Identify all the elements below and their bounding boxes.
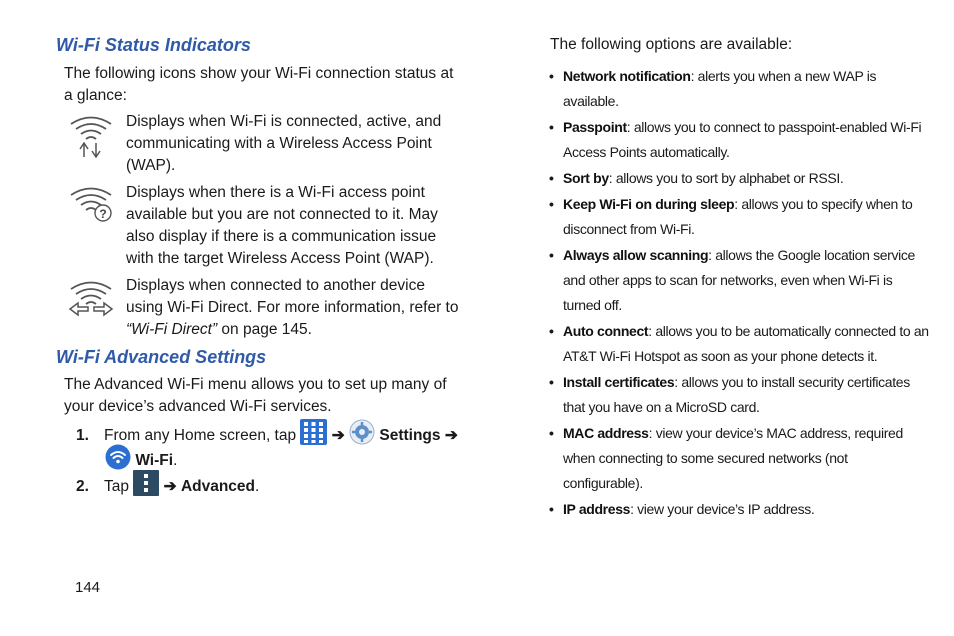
list-item: • MAC address: view your device’s MAC address, required when connecting to some secured networks (not configurable). [549,421,929,496]
apps-icon[interactable] [300,419,327,453]
list-item: • Auto connect: allows you to be automatically connected to an AT&T Wi-Fi Hotspot as soon as your phone detects it. [549,319,929,369]
settings-gear-icon[interactable] [349,419,375,453]
svg-text:?: ? [99,207,107,221]
settings-label: Settings [379,427,441,445]
step-1-continued: Wi-Fi. [105,444,177,478]
arrow-icon: ➔ [331,427,345,445]
advanced-heading: Wi-Fi Advanced Settings [56,347,267,367]
menu-icon[interactable] [133,470,159,504]
wifi-active-icon [66,111,116,161]
list-item: • Passpoint: allows you to connect to passpoint-enabled Wi-Fi Access Points automatically. [549,115,929,165]
indicator-available-text: Displays when there is a Wi-Fi access point available but you are not connected to it. May also display if there is a communication issue with the target Wireless Access Point (WAP). [126,184,438,267]
list-item: • Sort by: allows you to sort by alphabet or RSSI. [549,166,929,191]
list-item: • Keep Wi-Fi on during sleep: allows you to specify when to disconnect from Wi-Fi. [549,192,929,242]
arrow-icon: ➔ [163,478,177,496]
options-intro: The following options are available: [550,36,793,53]
wifi-available-icon [66,182,116,228]
list-item: • Install certificates: allows you to install security certificates that you have on a MicroSD card. [549,370,929,420]
advanced-intro: The Advanced Wi-Fi menu allows you to set up many of your device’s advanced Wi-Fi services. [64,376,447,415]
wifi-direct-icon [66,275,116,321]
step-number: 2. [76,478,89,496]
wifi-label: Wi-Fi [135,452,174,470]
status-heading: Wi-Fi Status Indicators [56,35,251,55]
options-list [549,64,929,523]
status-intro: The following icons show your Wi-Fi connection status at a glance: [64,65,454,104]
indicator-direct-text: Displays when connected to another device using Wi-Fi Direct. For more information, refer to “Wi-Fi Direct” on page 145. [126,277,459,338]
arrow-icon: ➔ [444,427,458,445]
list-item: • Always allow scanning: allows the Google location service and other apps to scan for networks, even when Wi-Fi is turned off. [549,243,929,318]
step-2: 2. Tap ➔ Advanced. [76,470,259,504]
list-item: • IP address: view your device’s IP address. [549,497,929,522]
wifi-direct-link[interactable]: “Wi-Fi Direct” [126,321,218,338]
indicator-active [66,111,466,177]
indicator-available [66,182,466,270]
advanced-label: Advanced [180,478,256,496]
page-number: 144 [75,579,101,596]
indicator-direct [66,275,466,341]
indicator-active-text: Displays when Wi-Fi is connected, active, and communicating with a Wireless Access Point (WAP). [126,113,442,174]
step-number: 1. [76,427,89,445]
step-1: 1. From any Home screen, tap ➔ Settings ➔ [76,419,458,453]
list-item: • Network notification: alerts you when a new WAP is available. [549,64,929,114]
